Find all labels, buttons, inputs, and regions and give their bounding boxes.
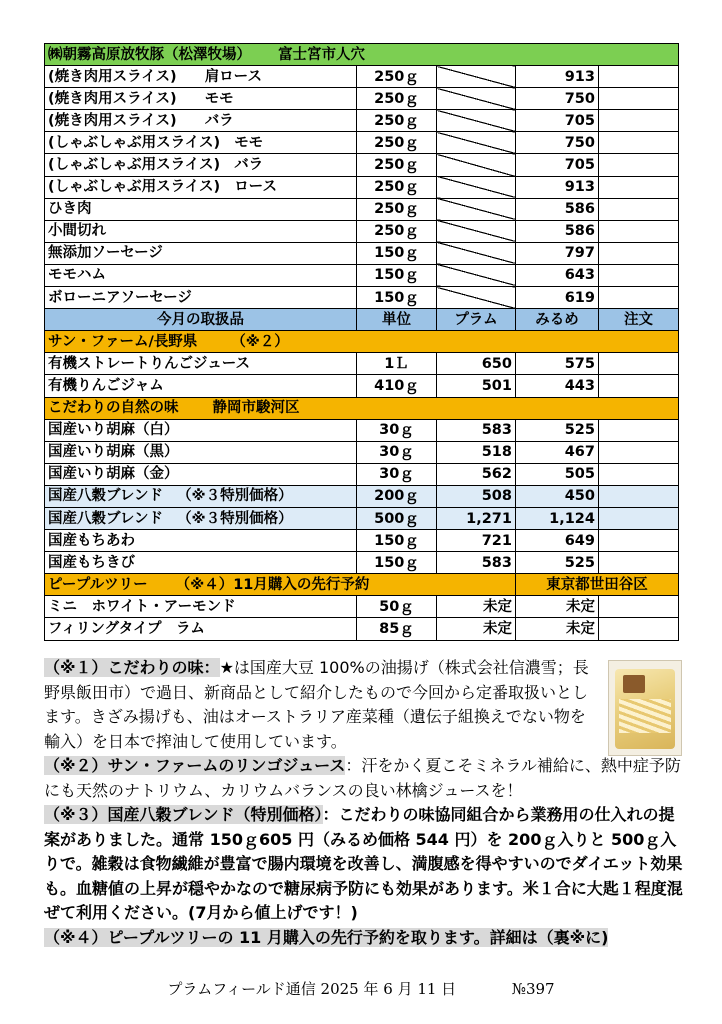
item-name-text: 小間切れ [48,223,106,240]
note-3-text: ：こだわりの味協同組合から業務用の仕入れの提案がありました。通常 150ｇ605 円（みるめ価格 544 円）を 200ｇ入りと 500ｇ入りで。雑穀は食物繊維が豊富で腸内環境を改善し、満腹感を得やすいのでダイエット効果も。血糖値の上昇が穏やかなので糖尿病予防にも効果があります。米１合に大匙１程度混ぜて利用ください。(7月から値上げです！) [44,805,683,922]
item-cut: ロース [234,179,277,196]
item-unit: 150ｇ [357,264,437,286]
item-name-text: (焼き肉用スライス) [48,90,177,107]
item-name [45,441,357,463]
section-header-peopletree [45,574,679,596]
table-row [45,618,679,640]
vendor-header [45,397,679,419]
footer-title: プラムフィールド通信 2025 年 6 月 11 日 [167,980,457,998]
item-name: 有機りんごジャム [45,375,357,397]
order-cell[interactable] [599,507,679,529]
table-row [45,441,679,463]
table-row [45,507,679,529]
item-name [45,176,357,198]
plum-price-na [437,154,516,176]
item-miru-price: 913 [516,66,599,88]
item-name-text: 国産八穀ブレンド [48,488,164,505]
table-row [45,375,679,397]
item-unit: 150ｇ [357,242,437,264]
item-miru-price: 705 [516,110,599,132]
item-name [45,463,357,485]
table-row [45,66,679,88]
order-cell[interactable] [599,419,679,441]
order-cell[interactable] [599,66,679,88]
item-name-text: 国産いり胡麻（金） [48,466,179,483]
item-miru-price: 443 [516,375,599,397]
item-miru-price: 705 [516,154,599,176]
item-unit: 250ｇ [357,220,437,242]
item-plum-price: 562 [437,463,516,485]
plum-price-na [437,132,516,154]
table-row [45,110,679,132]
order-table [44,43,679,641]
item-note: （※３特別価格） [177,488,293,505]
order-cell[interactable] [599,176,679,198]
item-plum-price: 未定 [437,596,516,618]
item-unit: 30ｇ [357,419,437,441]
item-unit: 200ｇ [357,485,437,507]
table-row [45,220,679,242]
item-miru-price: 913 [516,176,599,198]
plum-price-na [437,88,516,110]
item-miru-price: 797 [516,242,599,264]
item-plum-price: 583 [437,419,516,441]
table-row [45,154,679,176]
item-name [45,110,357,132]
item-cut: バラ [234,157,264,174]
table-row [45,552,679,574]
item-unit: 30ｇ [357,463,437,485]
table-row [45,287,679,309]
table-row [45,242,679,264]
item-unit: 150ｇ [357,552,437,574]
aburaage-product-photo [608,660,682,756]
vendor-location-cell [516,574,679,596]
item-name-text: ボローニアソーセージ [48,289,192,306]
item-name [45,264,357,286]
order-cell[interactable] [599,287,679,309]
order-cell[interactable] [599,441,679,463]
item-name [45,242,357,264]
plum-price-na [437,220,516,242]
item-name-text: (しゃぶしゃぶ用スライス) [48,134,221,151]
order-cell[interactable] [599,264,679,286]
item-name [45,132,357,154]
order-cell[interactable] [599,485,679,507]
item-name-text: 国産もちきび [48,554,135,571]
item-miru-price: 505 [516,463,599,485]
table-row [45,419,679,441]
column-unit: 単位 [357,309,437,331]
plum-price-na [437,287,516,309]
order-cell[interactable] [599,353,679,375]
table-row [45,530,679,552]
note-1 [44,656,600,754]
item-unit: 85ｇ [357,618,437,640]
item-unit: 500ｇ [357,507,437,529]
item-name: 有機ストレートりんごジュース [45,353,357,375]
column-order: 注文 [599,309,679,331]
plum-price-na [437,176,516,198]
item-name-text: モモハム [48,267,106,284]
vendor-name: サン・ファーム/長野県 [48,333,198,350]
table-row [45,596,679,618]
item-unit: 250ｇ [357,176,437,198]
item-cut: モモ [204,90,234,107]
item-unit: 250ｇ [357,198,437,220]
item-name-text: 国産いり胡麻（黒） [48,444,179,461]
note-4-text: （※４）ピープルツリーの 11 月購入の先行予約を取ります。詳細は（裏※に) [44,927,609,947]
vendor-note: （※２） [231,333,289,350]
item-unit: 150ｇ [357,287,437,309]
item-plum-price: 650 [437,353,516,375]
item-name [45,198,357,220]
plum-price-na [437,66,516,88]
plum-price-na [437,242,516,264]
item-unit: 150ｇ [357,530,437,552]
order-cell[interactable] [599,375,679,397]
item-unit: 250ｇ [357,66,437,88]
note-1-text: ★は国産大豆 100%の油揚げ（株式会社信濃雪；長野県飯田市）で過日、新商品として紹介したもので今回から定番取扱いとします。きざみ揚げも、油はオーストラリア産菜種（遺伝子組換えでない物を輸入）を日本で搾油して使用しています。 [44,658,589,751]
item-cut: 肩ロース [204,68,262,85]
item-unit: 410ｇ [357,375,437,397]
note-3-label: （※３）国産八穀ブレンド（特別価格） [44,805,323,824]
item-plum-price: 518 [437,441,516,463]
vendor-note: （※４）11月購入の先行予約 [175,576,370,593]
item-plum-price: 583 [437,552,516,574]
note-4 [44,926,684,951]
item-miru-price: 643 [516,264,599,286]
item-miru-price: 525 [516,419,599,441]
item-name-text: 無添加ソーセージ [48,245,163,262]
order-cell[interactable] [599,463,679,485]
item-name [45,66,357,88]
order-cell[interactable] [599,530,679,552]
column-miru: みるめ [516,309,599,331]
order-cell[interactable] [599,220,679,242]
item-name [45,88,357,110]
order-cell[interactable] [599,132,679,154]
item-unit: 30ｇ [357,441,437,463]
plum-price-na [437,110,516,132]
item-name-text: (しゃぶしゃぶ用スライス) [48,157,221,174]
item-name: ミニ ホワイト・アーモンド [45,596,357,618]
note-2 [44,754,684,803]
item-miru-price: 649 [516,530,599,552]
item-plum-price: 未定 [437,618,516,640]
table-row [45,176,679,198]
section-header-sunfarm [45,331,679,353]
item-miru-price: 575 [516,353,599,375]
vendor-name: ピープルツリー [48,576,148,593]
item-unit: 250ｇ [357,132,437,154]
item-name-text: 国産いり胡麻（白） [48,422,179,439]
item-name-text: ひき肉 [48,201,92,218]
item-miru-price: 未定 [516,618,599,640]
footer-issue-number: №397 [511,980,555,998]
vendor-location: 富士宮市人穴 [278,46,366,63]
vendor-header [45,574,516,596]
table-row [45,353,679,375]
order-cell[interactable] [599,88,679,110]
note-1-label: （※１）こだわりの味： [44,658,220,677]
note-2-label: （※２）サン・ファームのリンゴジュース [44,756,346,775]
table-row [45,463,679,485]
item-name-text: 国産八穀ブレンド [48,510,164,527]
vendor-farm: （松澤牧場） [164,46,251,63]
note-2-text: ：汗をかく夏こそミネラル補給に、熱中症予防にも天然のナトリウム、カリウムバランスの良い林檎ジュースを！ [44,756,681,800]
item-note: （※３特別価格） [177,510,293,527]
table-row [45,198,679,220]
item-name-text: (焼き肉用スライス) [48,112,177,129]
item-miru-price: 1,124 [516,507,599,529]
vendor-name: ㈱朝霧高原放牧豚 [48,46,164,63]
item-name [45,220,357,242]
item-name [45,419,357,441]
order-cell[interactable] [599,110,679,132]
plum-price-na [437,264,516,286]
column-plum: プラム [437,309,516,331]
item-miru-price: 750 [516,88,599,110]
item-unit: 1Ｌ [357,353,437,375]
item-miru-price: 586 [516,198,599,220]
order-cell[interactable] [599,552,679,574]
item-miru-price: 450 [516,485,599,507]
item-name [45,287,357,309]
item-cut: モモ [234,134,264,151]
item-name-text: 国産もちあわ [48,532,135,549]
item-cut: バラ [204,112,234,129]
item-name [45,552,357,574]
note-3 [44,803,684,926]
item-name-text: (しゃぶしゃぶ用スライス) [48,179,221,196]
column-header-row [45,309,679,331]
vendor-header [45,331,679,353]
item-plum-price: 508 [437,485,516,507]
vendor-location: 静岡市駿河区 [212,400,300,417]
item-unit: 250ｇ [357,154,437,176]
item-miru-price: 750 [516,132,599,154]
item-miru-price: 525 [516,552,599,574]
notes [44,656,684,950]
item-name [45,507,357,529]
table-row [45,485,679,507]
item-plum-price: 1,271 [437,507,516,529]
section-header-asagiri [45,44,679,66]
vendor-name: こだわりの自然の味 [48,400,179,417]
order-cell[interactable] [599,198,679,220]
item-name-text: (焼き肉用スライス) [48,68,177,85]
plum-price-na [437,198,516,220]
item-unit: 50ｇ [357,596,437,618]
item-plum-price: 501 [437,375,516,397]
item-name [45,154,357,176]
table-row [45,264,679,286]
item-unit: 250ｇ [357,88,437,110]
item-miru-price: 未定 [516,596,599,618]
item-unit: 250ｇ [357,110,437,132]
column-item: 今月の取扱品 [45,309,357,331]
section-header-kodawari [45,397,679,419]
order-cell[interactable] [599,618,679,640]
item-name: フィリングタイプ ラム [45,618,357,640]
item-miru-price: 619 [516,287,599,309]
table-row [45,88,679,110]
table-row [45,132,679,154]
item-miru-price: 586 [516,220,599,242]
item-name [45,530,357,552]
order-cell[interactable] [599,596,679,618]
vendor-location: 東京都世田谷区 [546,576,648,593]
item-miru-price: 467 [516,441,599,463]
item-name [45,485,357,507]
footer [0,978,722,999]
order-cell[interactable] [599,242,679,264]
order-cell[interactable] [599,154,679,176]
item-plum-price: 721 [437,530,516,552]
